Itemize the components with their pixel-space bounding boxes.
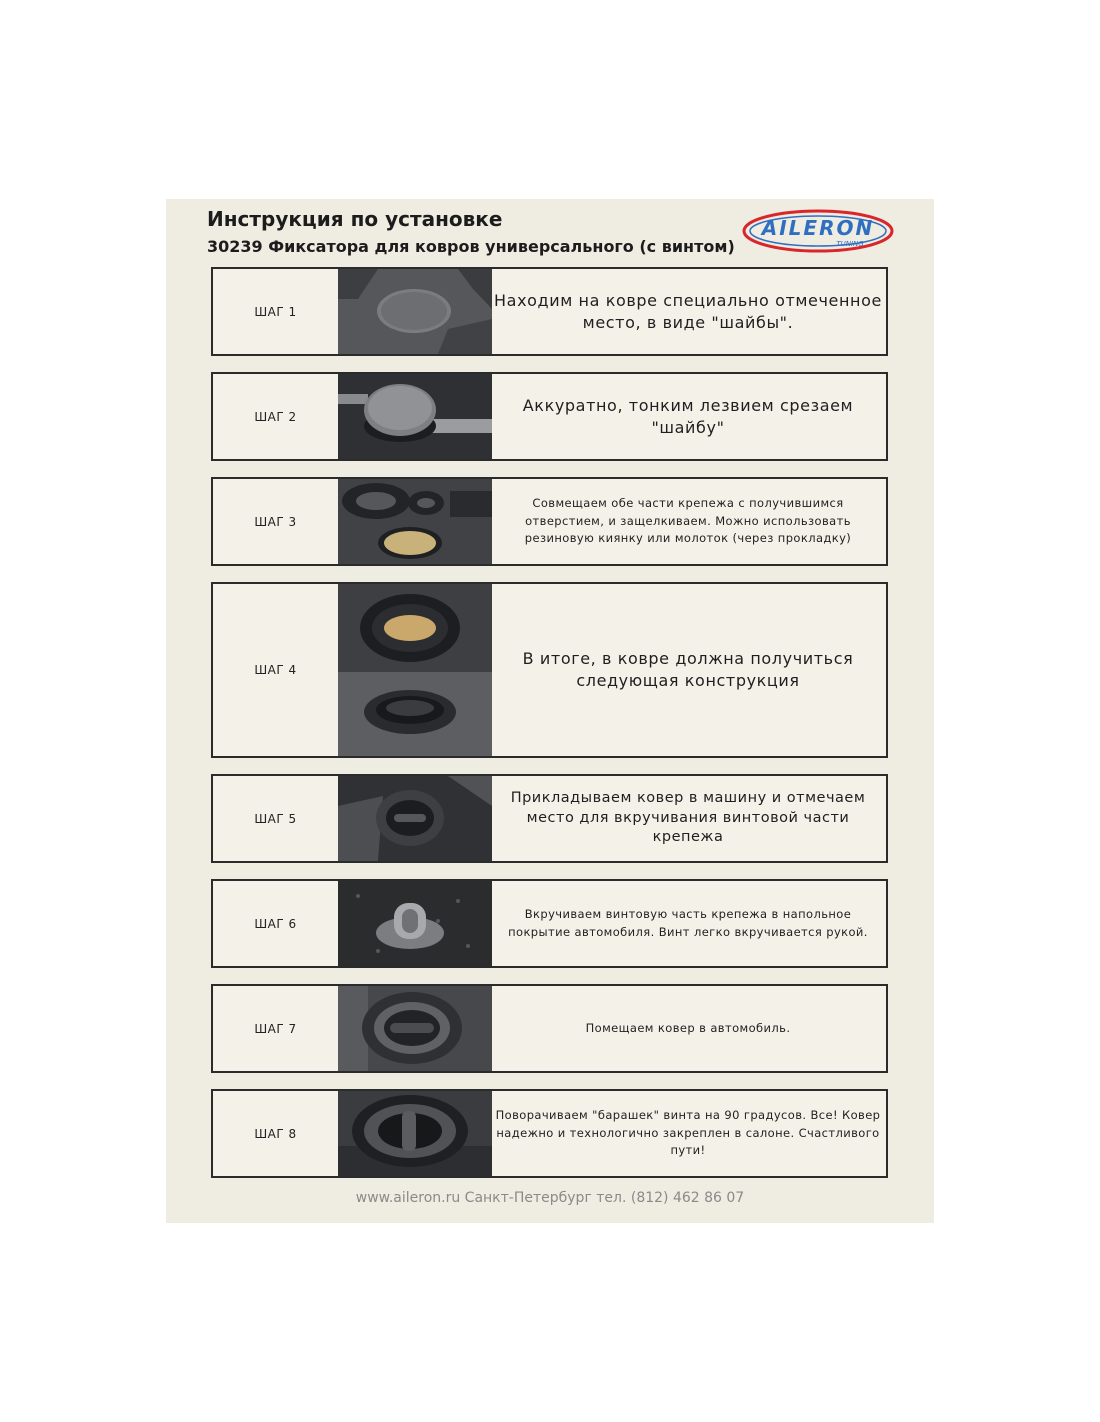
step-row [211,984,888,1073]
step-label: ШАГ 1 [254,304,297,319]
step-label: ШАГ 5 [254,811,297,826]
step-text: Вкручиваем винтовую часть крепежа в напольное покрытие автомобиля. Винт легко вкручивается рукой. [508,906,868,939]
step-row [211,1089,888,1178]
step-text: Прикладываем ковер в машину и отмечаем место для вкручивания винтовой части крепежа [510,790,866,846]
step-label: ШАГ 3 [254,514,297,529]
fastener-parts-icon [338,479,492,564]
step-text: Поворачиваем "барашек" винта на 90 градусов. Все! Ковер надежно и технологично закреплен в салоне. Счастливого пути! [495,1107,881,1158]
mat-in-car-icon [338,776,492,861]
step-text: Помещаем ковер в автомобиль. [585,1020,791,1035]
step-label: ШАГ 6 [254,916,297,931]
step-text: Аккуратно, тонким лезвием срезаем "шайбу" [522,395,854,437]
step-text: Совмещаем обе части крепежа с получившимся отверстием, и защелкиваем. Можно использовать резиновую киянку или молоток (через прокладку) [524,495,852,546]
step-label: ШАГ 7 [254,1021,297,1036]
wing-turned-icon [338,1091,492,1176]
step-row [211,477,888,566]
step-label: ШАГ 8 [254,1126,297,1141]
page-title: Инструкция по установке [207,207,503,231]
mat-washer-icon [338,269,492,354]
step-text: В итоге, в ковре должна получиться следующая конструкция [522,649,854,690]
logo-tagline: TUNING [836,240,864,248]
aileron-logo [742,209,894,253]
step-label: ШАГ 4 [254,663,297,677]
footer-contacts: www.aileron.ru Санкт-Петербург тел. (812) 462 86 07 [355,1190,745,1206]
ring-assembly-icon [338,584,492,756]
cut-washer-icon [338,374,492,459]
step-row [211,774,888,863]
step-row [211,267,888,356]
mat-placed-icon [338,986,492,1071]
step-row [211,582,888,758]
screw-in-carpet-icon [338,881,492,966]
step-row [211,879,888,968]
page-subtitle: 30239 Фиксатора для ковров универсального (с винтом) [207,237,735,256]
instruction-sheet [166,199,934,1223]
step-label: ШАГ 2 [254,409,297,424]
logo-wordmark: AILERON [761,216,875,240]
step-row [211,372,888,461]
step-text: Находим на ковре специально отмеченное место, в виде "шайбы". [494,290,882,332]
